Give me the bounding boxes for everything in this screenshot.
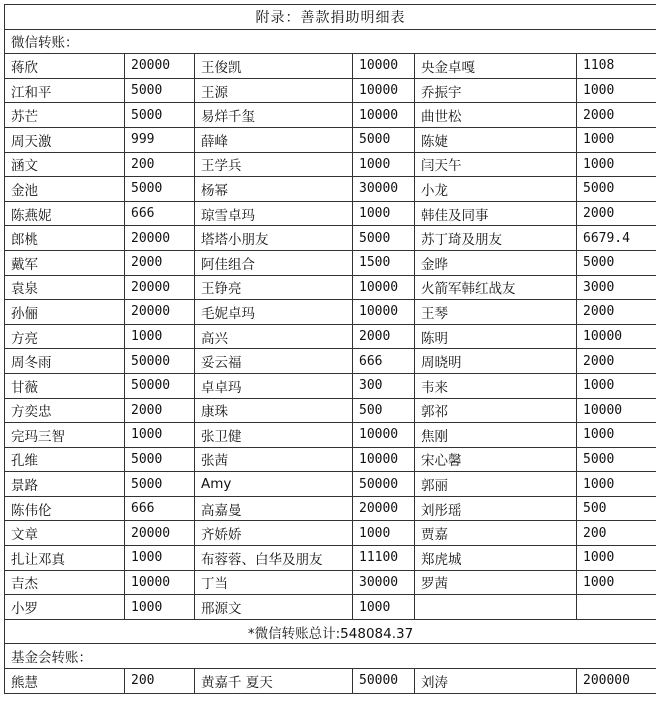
donor-cell: 陈明: [415, 324, 577, 349]
donor-cell: 方奕忠: [5, 398, 125, 423]
amount-cell: 20000: [125, 275, 195, 300]
donor-cell: 布蓉蓉、白华及朋友: [195, 546, 353, 571]
amount-cell: 5000: [577, 250, 657, 275]
donor-cell: 韦来: [415, 373, 577, 398]
donor-cell: 卓卓玛: [195, 373, 353, 398]
donor-cell: 薛峰: [195, 127, 353, 152]
donor-cell: 苏丁琦及朋友: [415, 226, 577, 251]
donor-cell: 贾嘉: [415, 521, 577, 546]
amount-cell: 1108: [577, 54, 657, 79]
donor-cell: 张茜: [195, 447, 353, 472]
amount-cell: 1000: [577, 152, 657, 177]
table-row: [5, 447, 657, 472]
donor-cell: 袁泉: [5, 275, 125, 300]
amount-cell: 3000: [577, 275, 657, 300]
amount-cell: 2000: [125, 250, 195, 275]
donor-cell: 陈婕: [415, 127, 577, 152]
amount-cell: 1000: [125, 423, 195, 448]
donor-cell: 熊慧: [5, 669, 125, 694]
donor-cell: 张卫健: [195, 423, 353, 448]
table-row: [5, 177, 657, 202]
amount-cell: 5000: [125, 177, 195, 202]
amount-cell: 1000: [125, 324, 195, 349]
amount-cell: 1500: [353, 250, 415, 275]
amount-cell: 5000: [577, 447, 657, 472]
foundation-header-row: [5, 644, 657, 669]
wechat-total: *微信转账总计:548084.37: [5, 619, 657, 644]
amount-cell: 5000: [125, 472, 195, 497]
table-row: [5, 546, 657, 571]
amount-cell: 2000: [577, 349, 657, 374]
amount-cell: 1000: [577, 423, 657, 448]
donor-cell: 邢源文: [195, 595, 353, 620]
amount-cell: 200: [125, 152, 195, 177]
donor-cell: 央金卓嘎: [415, 54, 577, 79]
donor-cell: 曲世松: [415, 103, 577, 128]
donor-cell: 小龙: [415, 177, 577, 202]
amount-cell: 5000: [577, 177, 657, 202]
amount-cell: 50000: [353, 669, 415, 694]
amount-cell: 666: [125, 496, 195, 521]
donor-cell: 韩佳及同事: [415, 201, 577, 226]
donor-cell: 完玛三智: [5, 423, 125, 448]
donor-cell: 火箭军韩红战友: [415, 275, 577, 300]
amount-cell: 1000: [577, 127, 657, 152]
amount-cell: 11100: [353, 546, 415, 571]
amount-cell: 20000: [125, 521, 195, 546]
amount-cell: 10000: [125, 570, 195, 595]
foundation-section-header: 基金会转账：: [5, 644, 657, 669]
amount-cell: 5000: [125, 78, 195, 103]
donor-cell: 江和平: [5, 78, 125, 103]
amount-cell: 500: [577, 496, 657, 521]
donor-cell: 周晓明: [415, 349, 577, 374]
amount-cell: 10000: [353, 275, 415, 300]
amount-cell: 666: [353, 349, 415, 374]
donor-cell: 康珠: [195, 398, 353, 423]
donor-cell: 毛妮卓玛: [195, 300, 353, 325]
amount-cell: 500: [353, 398, 415, 423]
amount-cell: 999: [125, 127, 195, 152]
table-row: [5, 250, 657, 275]
table-row: [5, 275, 657, 300]
donor-cell: 扎让邓真: [5, 546, 125, 571]
donor-cell: 王学兵: [195, 152, 353, 177]
table-row: [5, 423, 657, 448]
page-title: 附录：善款捐助明细表: [5, 5, 657, 30]
donor-cell: 陈伟伦: [5, 496, 125, 521]
amount-cell: 2000: [125, 398, 195, 423]
table-row: [5, 201, 657, 226]
donor-cell: 妥云福: [195, 349, 353, 374]
amount-cell: 1000: [577, 546, 657, 571]
amount-cell: 10000: [353, 300, 415, 325]
amount-cell: 50000: [125, 373, 195, 398]
donor-cell: 乔振宇: [415, 78, 577, 103]
amount-cell: 30000: [353, 177, 415, 202]
wechat-section-header: 微信转账：: [5, 29, 657, 54]
amount-cell: 1000: [125, 595, 195, 620]
donation-table: [4, 4, 656, 694]
donor-cell: 孔维: [5, 447, 125, 472]
amount-cell: 50000: [125, 349, 195, 374]
table-row: [5, 595, 657, 620]
donor-cell: 塔塔小朋友: [195, 226, 353, 251]
amount-cell: 6679.4: [577, 226, 657, 251]
donor-cell: 王源: [195, 78, 353, 103]
amount-cell: 1000: [577, 570, 657, 595]
table-row: [5, 54, 657, 79]
amount-cell: 10000: [577, 324, 657, 349]
amount-cell: 30000: [353, 570, 415, 595]
table-row: [5, 472, 657, 497]
amount-cell: 1000: [577, 78, 657, 103]
donor-cell: 宋心馨: [415, 447, 577, 472]
donor-cell: 焦刚: [415, 423, 577, 448]
donor-cell: 郎桃: [5, 226, 125, 251]
amount-cell: 20000: [125, 226, 195, 251]
amount-cell: 1000: [353, 595, 415, 620]
table-row: [5, 300, 657, 325]
amount-cell: 1000: [577, 373, 657, 398]
donor-cell: 陈燕妮: [5, 201, 125, 226]
donor-cell: 闫天午: [415, 152, 577, 177]
amount-cell: 2000: [577, 300, 657, 325]
amount-cell: 20000: [125, 300, 195, 325]
table-row: [5, 127, 657, 152]
table-row: [5, 570, 657, 595]
amount-cell: 10000: [353, 78, 415, 103]
title-row: [5, 5, 657, 30]
donor-cell: 刘彤瑶: [415, 496, 577, 521]
donor-cell: 孙俪: [5, 300, 125, 325]
amount-cell: 1000: [353, 152, 415, 177]
amount-cell: 10000: [353, 103, 415, 128]
donor-cell: 齐娇娇: [195, 521, 353, 546]
table-row: [5, 226, 657, 251]
amount-cell: 5000: [353, 127, 415, 152]
amount-cell: 50000: [353, 472, 415, 497]
amount-cell: 200000: [577, 669, 657, 694]
donor-cell: 周天激: [5, 127, 125, 152]
donor-cell: 郭祁: [415, 398, 577, 423]
donor-cell: 刘涛: [415, 669, 577, 694]
donor-cell: 苏芒: [5, 103, 125, 128]
donor-cell: 金池: [5, 177, 125, 202]
donor-cell: 景路: [5, 472, 125, 497]
amount-cell: 5000: [125, 447, 195, 472]
donor-cell: 琼雪卓玛: [195, 201, 353, 226]
amount-cell: 10000: [577, 398, 657, 423]
donor-cell: 罗茜: [415, 570, 577, 595]
donor-cell: 阿佳组合: [195, 250, 353, 275]
donor-cell: 涵文: [5, 152, 125, 177]
table-row: [5, 669, 657, 694]
donor-cell: 易烊千玺: [195, 103, 353, 128]
total-row: [5, 619, 657, 644]
donor-cell: 黄嘉千 夏天: [195, 669, 353, 694]
donor-cell: 王俊凯: [195, 54, 353, 79]
amount-cell: 20000: [125, 54, 195, 79]
table-row: [5, 398, 657, 423]
table-row: [5, 373, 657, 398]
amount-cell: 200: [125, 669, 195, 694]
donor-cell: 方亮: [5, 324, 125, 349]
amount-cell: 5000: [353, 226, 415, 251]
table-row: [5, 78, 657, 103]
amount-cell: 10000: [353, 423, 415, 448]
table-row: [5, 349, 657, 374]
table-row: [5, 496, 657, 521]
amount-cell: 2000: [577, 103, 657, 128]
donor-cell: 小罗: [5, 595, 125, 620]
donor-cell: 王琴: [415, 300, 577, 325]
donor-cell: 高兴: [195, 324, 353, 349]
donor-cell: 蒋欣: [5, 54, 125, 79]
donor-cell: 吉杰: [5, 570, 125, 595]
table-row: [5, 521, 657, 546]
amount-cell: 1000: [577, 472, 657, 497]
donor-cell: [415, 595, 577, 620]
table-row: [5, 152, 657, 177]
amount-cell: 10000: [353, 54, 415, 79]
donor-cell: Amy: [195, 472, 353, 497]
amount-cell: 2000: [577, 201, 657, 226]
amount-cell: 666: [125, 201, 195, 226]
amount-cell: 10000: [353, 447, 415, 472]
donor-cell: 杨幂: [195, 177, 353, 202]
donor-cell: 丁当: [195, 570, 353, 595]
amount-cell: 20000: [353, 496, 415, 521]
donor-cell: 戴军: [5, 250, 125, 275]
amount-cell: 2000: [353, 324, 415, 349]
table-row: [5, 103, 657, 128]
wechat-header-row: [5, 29, 657, 54]
amount-cell: 5000: [125, 103, 195, 128]
amount-cell: 1000: [353, 521, 415, 546]
amount-cell: 1000: [353, 201, 415, 226]
amount-cell: 1000: [125, 546, 195, 571]
donor-cell: 金晔: [415, 250, 577, 275]
donor-cell: 甘薇: [5, 373, 125, 398]
donation-sheet: [4, 4, 656, 707]
donor-cell: 郑虎城: [415, 546, 577, 571]
amount-cell: 200: [577, 521, 657, 546]
donor-cell: 文章: [5, 521, 125, 546]
amount-cell: 300: [353, 373, 415, 398]
donor-cell: 高嘉曼: [195, 496, 353, 521]
amount-cell: [577, 595, 657, 620]
donor-cell: 周冬雨: [5, 349, 125, 374]
donor-cell: 王铮亮: [195, 275, 353, 300]
table-row: [5, 324, 657, 349]
donor-cell: 郭丽: [415, 472, 577, 497]
